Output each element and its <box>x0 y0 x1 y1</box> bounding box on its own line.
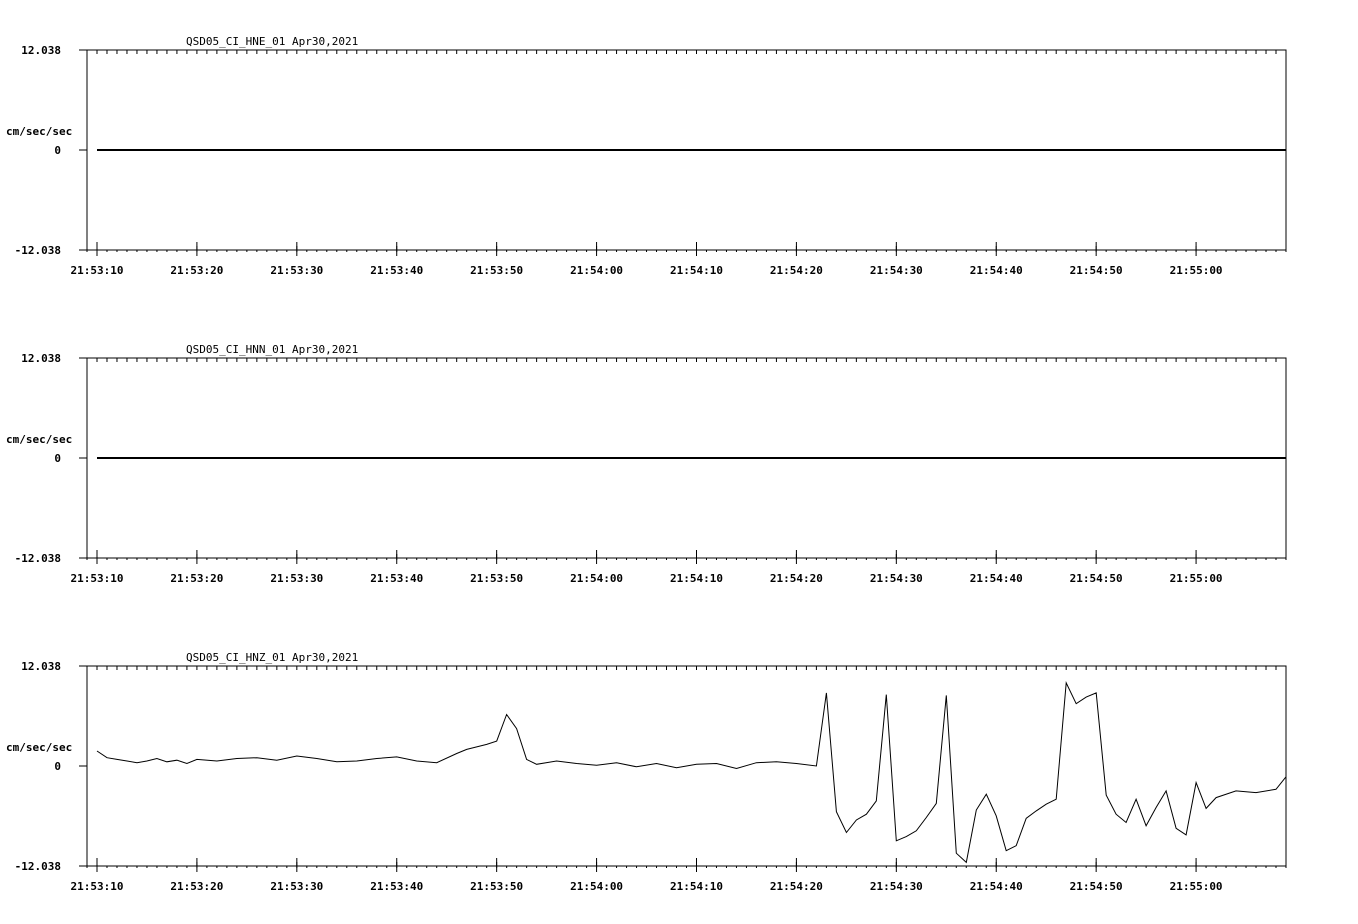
x-tick-label: 21:54:50 <box>1069 572 1123 585</box>
x-tick-label: 21:54:20 <box>769 572 823 585</box>
x-tick-label: 21:53:20 <box>170 264 224 277</box>
y-tick-label: -12.038 <box>14 860 61 873</box>
y-tick-label: 12.038 <box>21 352 61 365</box>
x-tick-label: 21:53:10 <box>70 572 124 585</box>
x-tick-label: 21:53:40 <box>370 264 424 277</box>
x-tick-label: 21:55:00 <box>1169 572 1223 585</box>
x-tick-label: 21:54:40 <box>969 572 1023 585</box>
x-tick-label: 21:53:50 <box>470 572 524 585</box>
x-tick-label: 21:53:10 <box>70 264 124 277</box>
x-tick-label: 21:55:00 <box>1169 264 1223 277</box>
x-tick-label: 21:53:30 <box>270 880 324 893</box>
y-tick-label: 0 <box>54 144 61 157</box>
x-tick-label: 21:53:50 <box>470 880 524 893</box>
chart-title: QSD05_CI_HNN_01 Apr30,2021 <box>186 343 359 356</box>
x-tick-label: 21:54:00 <box>570 572 624 585</box>
x-tick-label: 21:54:50 <box>1069 264 1123 277</box>
y-tick-label: 0 <box>54 452 61 465</box>
x-tick-label: 21:54:10 <box>669 264 723 277</box>
x-tick-label: 21:53:20 <box>170 572 224 585</box>
x-tick-label: 21:54:00 <box>570 264 624 277</box>
y-axis-label: cm/sec/sec <box>6 433 73 446</box>
chart-panel-3 <box>6 651 1286 893</box>
x-tick-label: 21:54:20 <box>769 264 823 277</box>
series-line-1 <box>97 683 1286 863</box>
x-tick-label: 21:53:20 <box>170 880 224 893</box>
x-tick-label: 21:54:30 <box>869 880 923 893</box>
x-tick-label: 21:54:30 <box>869 264 923 277</box>
x-tick-label: 21:53:40 <box>370 572 424 585</box>
y-axis-label: cm/sec/sec <box>6 125 73 138</box>
y-tick-label: -12.038 <box>14 244 61 257</box>
x-tick-label: 21:54:40 <box>969 264 1023 277</box>
x-tick-label: 21:54:20 <box>769 880 823 893</box>
chart-title: QSD05_CI_HNZ_01 Apr30,2021 <box>186 651 359 664</box>
y-tick-label: 12.038 <box>21 660 61 673</box>
chart-panel-1 <box>6 35 1286 277</box>
x-tick-label: 21:53:30 <box>270 264 324 277</box>
x-tick-label: 21:54:50 <box>1069 880 1123 893</box>
x-tick-label: 21:54:10 <box>669 572 723 585</box>
x-tick-label: 21:53:10 <box>70 880 124 893</box>
chart-panel-2 <box>6 343 1286 585</box>
y-tick-label: 0 <box>54 760 61 773</box>
y-tick-label: -12.038 <box>14 552 61 565</box>
chart-title: QSD05_CI_HNE_01 Apr30,2021 <box>186 35 359 48</box>
x-tick-label: 21:53:50 <box>470 264 524 277</box>
x-tick-label: 21:54:00 <box>570 880 624 893</box>
y-tick-label: 12.038 <box>21 44 61 57</box>
x-tick-label: 21:54:30 <box>869 572 923 585</box>
x-tick-label: 21:55:00 <box>1169 880 1223 893</box>
x-tick-label: 21:54:40 <box>969 880 1023 893</box>
y-axis-label: cm/sec/sec <box>6 741 73 754</box>
x-tick-label: 21:54:10 <box>669 880 723 893</box>
x-tick-label: 21:53:30 <box>270 572 324 585</box>
x-tick-label: 21:53:40 <box>370 880 424 893</box>
